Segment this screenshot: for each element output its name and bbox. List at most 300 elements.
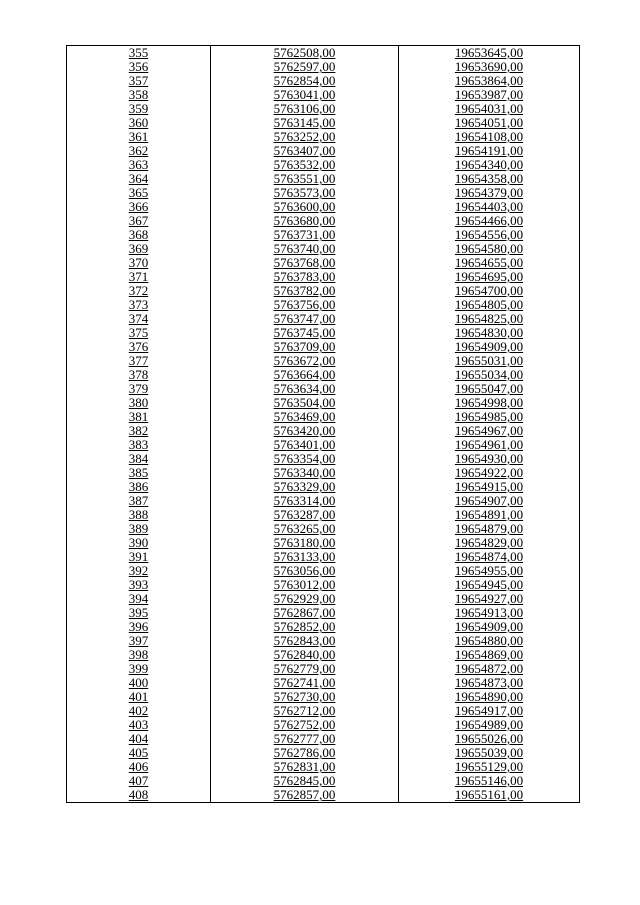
- point-number-cell: [67, 368, 211, 382]
- y-coordinate-cell: [399, 466, 580, 480]
- x-coordinate-cell: [211, 298, 399, 312]
- table-row: [67, 564, 580, 578]
- x-coordinate-cell: [211, 536, 399, 550]
- y-coordinate-cell: [399, 424, 580, 438]
- point-number-cell: [67, 102, 211, 116]
- point-number-cell: [67, 88, 211, 102]
- point-number-cell: [67, 746, 211, 760]
- point-number-cell-text: 395: [128, 606, 149, 620]
- y-coordinate-cell: [399, 704, 580, 718]
- x-coordinate-cell: [211, 396, 399, 410]
- x-coordinate-cell-text: 5763672,00: [273, 354, 336, 368]
- x-coordinate-cell-text: 5763180,00: [273, 536, 336, 550]
- point-number-cell-text: 380: [128, 396, 149, 410]
- point-number-cell-text: 386: [128, 480, 149, 494]
- y-coordinate-cell-text: 19655031,00: [454, 354, 524, 368]
- y-coordinate-cell: [399, 410, 580, 424]
- y-coordinate-cell: [399, 186, 580, 200]
- table-row: [67, 60, 580, 74]
- x-coordinate-cell-text: 5762777,00: [273, 732, 336, 746]
- point-number-cell: [67, 354, 211, 368]
- point-number-cell-text: 375: [128, 326, 149, 340]
- x-coordinate-cell: [211, 774, 399, 788]
- point-number-cell: [67, 74, 211, 88]
- x-coordinate-cell-text: 5763287,00: [273, 508, 336, 522]
- x-coordinate-cell-text: 5762929,00: [273, 592, 336, 606]
- y-coordinate-cell: [399, 494, 580, 508]
- y-coordinate-cell: [399, 74, 580, 88]
- table-row: [67, 578, 580, 592]
- table-row: [67, 676, 580, 690]
- y-coordinate-cell: [399, 648, 580, 662]
- point-number-cell-text: 373: [128, 298, 149, 312]
- table-row: [67, 102, 580, 116]
- x-coordinate-cell: [211, 214, 399, 228]
- point-number-cell-text: 398: [128, 648, 149, 662]
- point-number-cell: [67, 760, 211, 774]
- y-coordinate-cell-text: 19654907,00: [454, 494, 524, 508]
- table-row: [67, 354, 580, 368]
- y-coordinate-cell: [399, 396, 580, 410]
- point-number-cell-text: 388: [128, 508, 149, 522]
- point-number-cell-text: 358: [128, 88, 149, 102]
- x-coordinate-cell-text: 5762843,00: [273, 634, 336, 648]
- y-coordinate-cell-text: 19655161,00: [454, 788, 524, 802]
- x-coordinate-cell-text: 5762840,00: [273, 648, 336, 662]
- x-coordinate-cell: [211, 116, 399, 130]
- x-coordinate-cell: [211, 620, 399, 634]
- point-number-cell: [67, 690, 211, 704]
- table-row: [67, 746, 580, 760]
- table-row: [67, 424, 580, 438]
- y-coordinate-cell-text: 19654872,00: [454, 662, 524, 676]
- y-coordinate-cell: [399, 662, 580, 676]
- x-coordinate-cell: [211, 382, 399, 396]
- x-coordinate-cell: [211, 648, 399, 662]
- table-row: [67, 158, 580, 172]
- y-coordinate-cell: [399, 368, 580, 382]
- x-coordinate-cell-text: 5763252,00: [273, 130, 336, 144]
- y-coordinate-cell-text: 19654379,00: [454, 186, 524, 200]
- y-coordinate-cell-text: 19654340,00: [454, 158, 524, 172]
- x-coordinate-cell: [211, 452, 399, 466]
- point-number-cell: [67, 270, 211, 284]
- x-coordinate-cell: [211, 172, 399, 186]
- table-row: [67, 200, 580, 214]
- table-row: [67, 228, 580, 242]
- table-row: [67, 144, 580, 158]
- point-number-cell: [67, 466, 211, 480]
- coordinates-table: [66, 45, 580, 803]
- x-coordinate-cell: [211, 410, 399, 424]
- x-coordinate-cell-text: 5763340,00: [273, 466, 336, 480]
- y-coordinate-cell: [399, 102, 580, 116]
- y-coordinate-cell-text: 19654891,00: [454, 508, 524, 522]
- y-coordinate-cell: [399, 284, 580, 298]
- x-coordinate-cell-text: 5763731,00: [273, 228, 336, 242]
- y-coordinate-cell-text: 19654805,00: [454, 298, 524, 312]
- point-number-cell: [67, 676, 211, 690]
- table-row: [67, 368, 580, 382]
- point-number-cell-text: 387: [128, 494, 149, 508]
- y-coordinate-cell: [399, 788, 580, 803]
- x-coordinate-cell: [211, 130, 399, 144]
- y-coordinate-cell-text: 19654930,00: [454, 452, 524, 466]
- table-row: [67, 480, 580, 494]
- x-coordinate-cell-text: 5763041,00: [273, 88, 336, 102]
- point-number-cell-text: 382: [128, 424, 149, 438]
- point-number-cell-text: 365: [128, 186, 149, 200]
- y-coordinate-cell-text: 19654655,00: [454, 256, 524, 270]
- x-coordinate-cell: [211, 424, 399, 438]
- point-number-cell-text: 384: [128, 452, 149, 466]
- point-number-cell: [67, 480, 211, 494]
- coordinates-table-body: [67, 46, 580, 803]
- table-row: [67, 718, 580, 732]
- table-row: [67, 410, 580, 424]
- point-number-cell-text: 393: [128, 578, 149, 592]
- y-coordinate-cell-text: 19654909,00: [454, 620, 524, 634]
- y-coordinate-cell: [399, 46, 580, 61]
- y-coordinate-cell-text: 19654917,00: [454, 704, 524, 718]
- x-coordinate-cell: [211, 466, 399, 480]
- y-coordinate-cell: [399, 606, 580, 620]
- x-coordinate-cell: [211, 368, 399, 382]
- y-coordinate-cell: [399, 550, 580, 564]
- y-coordinate-cell-text: 19655146,00: [454, 774, 524, 788]
- y-coordinate-cell-text: 19654051,00: [454, 116, 524, 130]
- y-coordinate-cell-text: 19654825,00: [454, 312, 524, 326]
- y-coordinate-cell-text: 19655129,00: [454, 760, 524, 774]
- x-coordinate-cell: [211, 88, 399, 102]
- y-coordinate-cell-text: 19655047,00: [454, 382, 524, 396]
- table-row: [67, 340, 580, 354]
- y-coordinate-cell-text: 19654695,00: [454, 270, 524, 284]
- x-coordinate-cell: [211, 200, 399, 214]
- point-number-cell-text: 402: [128, 704, 149, 718]
- x-coordinate-cell: [211, 718, 399, 732]
- x-coordinate-cell: [211, 102, 399, 116]
- point-number-cell-text: 392: [128, 564, 149, 578]
- table-row: [67, 522, 580, 536]
- point-number-cell: [67, 606, 211, 620]
- table-row: [67, 214, 580, 228]
- y-coordinate-cell-text: 19653645,00: [454, 45, 524, 60]
- point-number-cell-text: 400: [128, 676, 149, 690]
- point-number-cell-text: 369: [128, 242, 149, 256]
- y-coordinate-cell: [399, 60, 580, 74]
- x-coordinate-cell: [211, 550, 399, 564]
- point-number-cell: [67, 592, 211, 606]
- point-number-cell-text: 389: [128, 522, 149, 536]
- x-coordinate-cell-text: 5763551,00: [273, 172, 336, 186]
- y-coordinate-cell: [399, 228, 580, 242]
- y-coordinate-cell-text: 19654031,00: [454, 102, 524, 116]
- y-coordinate-cell: [399, 634, 580, 648]
- y-coordinate-cell: [399, 746, 580, 760]
- x-coordinate-cell: [211, 676, 399, 690]
- y-coordinate-cell: [399, 522, 580, 536]
- x-coordinate-cell-text: 5763407,00: [273, 144, 336, 158]
- y-coordinate-cell: [399, 732, 580, 746]
- x-coordinate-cell-text: 5763783,00: [273, 270, 336, 284]
- table-row: [67, 550, 580, 564]
- y-coordinate-cell-text: 19653690,00: [454, 60, 524, 74]
- x-coordinate-cell-text: 5762831,00: [273, 760, 336, 774]
- y-coordinate-cell: [399, 438, 580, 452]
- y-coordinate-cell: [399, 144, 580, 158]
- x-coordinate-cell-text: 5762845,00: [273, 774, 336, 788]
- x-coordinate-cell-text: 5763756,00: [273, 298, 336, 312]
- table-row: [67, 452, 580, 466]
- y-coordinate-cell-text: 19655039,00: [454, 746, 524, 760]
- x-coordinate-cell: [211, 46, 399, 61]
- y-coordinate-cell: [399, 326, 580, 340]
- point-number-cell-text: 381: [128, 410, 149, 424]
- table-row: [67, 606, 580, 620]
- x-coordinate-cell: [211, 74, 399, 88]
- x-coordinate-cell-text: 5762854,00: [273, 74, 336, 88]
- point-number-cell-text: 366: [128, 200, 149, 214]
- point-number-cell-text: 360: [128, 116, 149, 130]
- table-row: [67, 620, 580, 634]
- y-coordinate-cell-text: 19654580,00: [454, 242, 524, 256]
- y-coordinate-cell-text: 19654869,00: [454, 648, 524, 662]
- x-coordinate-cell-text: 5762712,00: [273, 704, 336, 718]
- x-coordinate-cell-text: 5763573,00: [273, 186, 336, 200]
- table-row: [67, 508, 580, 522]
- y-coordinate-cell: [399, 270, 580, 284]
- x-coordinate-cell: [211, 438, 399, 452]
- y-coordinate-cell-text: 19654922,00: [454, 466, 524, 480]
- x-coordinate-cell-text: 5763106,00: [273, 102, 336, 116]
- point-number-cell-text: 377: [128, 354, 149, 368]
- y-coordinate-cell: [399, 312, 580, 326]
- x-coordinate-cell: [211, 564, 399, 578]
- point-number-cell: [67, 242, 211, 256]
- point-number-cell-text: 383: [128, 438, 149, 452]
- point-number-cell: [67, 382, 211, 396]
- point-number-cell-text: 396: [128, 620, 149, 634]
- y-coordinate-cell-text: 19654945,00: [454, 578, 524, 592]
- x-coordinate-cell-text: 5763680,00: [273, 214, 336, 228]
- point-number-cell: [67, 550, 211, 564]
- y-coordinate-cell-text: 19654890,00: [454, 690, 524, 704]
- x-coordinate-cell: [211, 186, 399, 200]
- y-coordinate-cell: [399, 676, 580, 690]
- point-number-cell-text: 401: [128, 690, 149, 704]
- y-coordinate-cell: [399, 256, 580, 270]
- x-coordinate-cell-text: 5763420,00: [273, 424, 336, 438]
- point-number-cell: [67, 788, 211, 803]
- y-coordinate-cell-text: 19654873,00: [454, 676, 524, 690]
- point-number-cell-text: 371: [128, 270, 149, 284]
- y-coordinate-cell: [399, 536, 580, 550]
- y-coordinate-cell: [399, 130, 580, 144]
- y-coordinate-cell: [399, 508, 580, 522]
- x-coordinate-cell-text: 5763664,00: [273, 368, 336, 382]
- point-number-cell-text: 359: [128, 102, 149, 116]
- x-coordinate-cell-text: 5763329,00: [273, 480, 336, 494]
- point-number-cell: [67, 340, 211, 354]
- y-coordinate-cell-text: 19655034,00: [454, 368, 524, 382]
- x-coordinate-cell: [211, 326, 399, 340]
- x-coordinate-cell-text: 5763782,00: [273, 284, 336, 298]
- point-number-cell-text: 355: [128, 45, 149, 60]
- x-coordinate-cell-text: 5763504,00: [273, 396, 336, 410]
- point-number-cell: [67, 424, 211, 438]
- y-coordinate-cell-text: 19654879,00: [454, 522, 524, 536]
- table-row: [67, 298, 580, 312]
- y-coordinate-cell: [399, 578, 580, 592]
- x-coordinate-cell: [211, 242, 399, 256]
- x-coordinate-cell: [211, 270, 399, 284]
- point-number-cell: [67, 46, 211, 61]
- point-number-cell: [67, 704, 211, 718]
- point-number-cell-text: 394: [128, 592, 149, 606]
- point-number-cell-text: 404: [128, 732, 149, 746]
- y-coordinate-cell-text: 19654913,00: [454, 606, 524, 620]
- y-coordinate-cell: [399, 88, 580, 102]
- point-number-cell: [67, 662, 211, 676]
- x-coordinate-cell: [211, 480, 399, 494]
- x-coordinate-cell-text: 5763709,00: [273, 340, 336, 354]
- y-coordinate-cell-text: 19654700,00: [454, 284, 524, 298]
- table-row: [67, 46, 580, 61]
- x-coordinate-cell-text: 5762779,00: [273, 662, 336, 676]
- table-row: [67, 536, 580, 550]
- x-coordinate-cell: [211, 634, 399, 648]
- table-row: [67, 788, 580, 803]
- point-number-cell: [67, 648, 211, 662]
- y-coordinate-cell-text: 19655026,00: [454, 732, 524, 746]
- x-coordinate-cell: [211, 144, 399, 158]
- y-coordinate-cell: [399, 158, 580, 172]
- point-number-cell-text: 361: [128, 130, 149, 144]
- point-number-cell-text: 378: [128, 368, 149, 382]
- y-coordinate-cell-text: 19654961,00: [454, 438, 524, 452]
- y-coordinate-cell-text: 19654191,00: [454, 144, 524, 158]
- x-coordinate-cell: [211, 508, 399, 522]
- point-number-cell: [67, 564, 211, 578]
- table-row: [67, 284, 580, 298]
- y-coordinate-cell-text: 19654466,00: [454, 214, 524, 228]
- point-number-cell: [67, 396, 211, 410]
- table-row: [67, 690, 580, 704]
- point-number-cell: [67, 508, 211, 522]
- y-coordinate-cell-text: 19654403,00: [454, 200, 524, 214]
- point-number-cell: [67, 200, 211, 214]
- y-coordinate-cell: [399, 214, 580, 228]
- point-number-cell: [67, 158, 211, 172]
- table-row: [67, 396, 580, 410]
- point-number-cell-text: 372: [128, 284, 149, 298]
- y-coordinate-cell-text: 19654955,00: [454, 564, 524, 578]
- x-coordinate-cell-text: 5763265,00: [273, 522, 336, 536]
- y-coordinate-cell: [399, 172, 580, 186]
- table-row: [67, 186, 580, 200]
- table-row: [67, 74, 580, 88]
- point-number-cell-text: 356: [128, 60, 149, 74]
- table-row: [67, 326, 580, 340]
- table-row: [67, 116, 580, 130]
- table-row: [67, 760, 580, 774]
- point-number-cell-text: 370: [128, 256, 149, 270]
- table-row: [67, 662, 580, 676]
- x-coordinate-cell: [211, 760, 399, 774]
- point-number-cell-text: 408: [128, 788, 149, 802]
- x-coordinate-cell: [211, 284, 399, 298]
- x-coordinate-cell: [211, 746, 399, 760]
- y-coordinate-cell: [399, 760, 580, 774]
- table-row: [67, 704, 580, 718]
- y-coordinate-cell-text: 19654829,00: [454, 536, 524, 550]
- y-coordinate-cell-text: 19653987,00: [454, 88, 524, 102]
- point-number-cell: [67, 494, 211, 508]
- y-coordinate-cell-text: 19654874,00: [454, 550, 524, 564]
- table-row: [67, 270, 580, 284]
- y-coordinate-cell: [399, 298, 580, 312]
- y-coordinate-cell-text: 19654556,00: [454, 228, 524, 242]
- point-number-cell: [67, 172, 211, 186]
- point-number-cell: [67, 228, 211, 242]
- table-row: [67, 774, 580, 788]
- point-number-cell: [67, 312, 211, 326]
- point-number-cell: [67, 298, 211, 312]
- x-coordinate-cell-text: 5763314,00: [273, 494, 336, 508]
- y-coordinate-cell: [399, 564, 580, 578]
- table-row: [67, 172, 580, 186]
- y-coordinate-cell: [399, 480, 580, 494]
- x-coordinate-cell-text: 5762741,00: [273, 676, 336, 690]
- x-coordinate-cell: [211, 522, 399, 536]
- point-number-cell: [67, 214, 211, 228]
- x-coordinate-cell-text: 5762752,00: [273, 718, 336, 732]
- x-coordinate-cell-text: 5763133,00: [273, 550, 336, 564]
- table-row: [67, 732, 580, 746]
- x-coordinate-cell: [211, 788, 399, 803]
- y-coordinate-cell-text: 19654985,00: [454, 410, 524, 424]
- y-coordinate-cell: [399, 620, 580, 634]
- point-number-cell: [67, 130, 211, 144]
- x-coordinate-cell-text: 5763600,00: [273, 200, 336, 214]
- x-coordinate-cell-text: 5762786,00: [273, 746, 336, 760]
- point-number-cell-text: 379: [128, 382, 149, 396]
- y-coordinate-cell-text: 19654108,00: [454, 130, 524, 144]
- point-number-cell-text: 385: [128, 466, 149, 480]
- y-coordinate-cell: [399, 690, 580, 704]
- y-coordinate-cell-text: 19654967,00: [454, 424, 524, 438]
- x-coordinate-cell-text: 5763012,00: [273, 578, 336, 592]
- x-coordinate-cell-text: 5763768,00: [273, 256, 336, 270]
- point-number-cell: [67, 522, 211, 536]
- y-coordinate-cell-text: 19654358,00: [454, 172, 524, 186]
- point-number-cell-text: 391: [128, 550, 149, 564]
- table-row: [67, 592, 580, 606]
- x-coordinate-cell: [211, 256, 399, 270]
- table-row: [67, 312, 580, 326]
- x-coordinate-cell: [211, 340, 399, 354]
- x-coordinate-cell: [211, 690, 399, 704]
- y-coordinate-cell: [399, 592, 580, 606]
- x-coordinate-cell: [211, 60, 399, 74]
- table-row: [67, 382, 580, 396]
- point-number-cell-text: 362: [128, 144, 149, 158]
- point-number-cell-text: 399: [128, 662, 149, 676]
- point-number-cell-text: 368: [128, 228, 149, 242]
- y-coordinate-cell: [399, 200, 580, 214]
- y-coordinate-cell-text: 19654989,00: [454, 718, 524, 732]
